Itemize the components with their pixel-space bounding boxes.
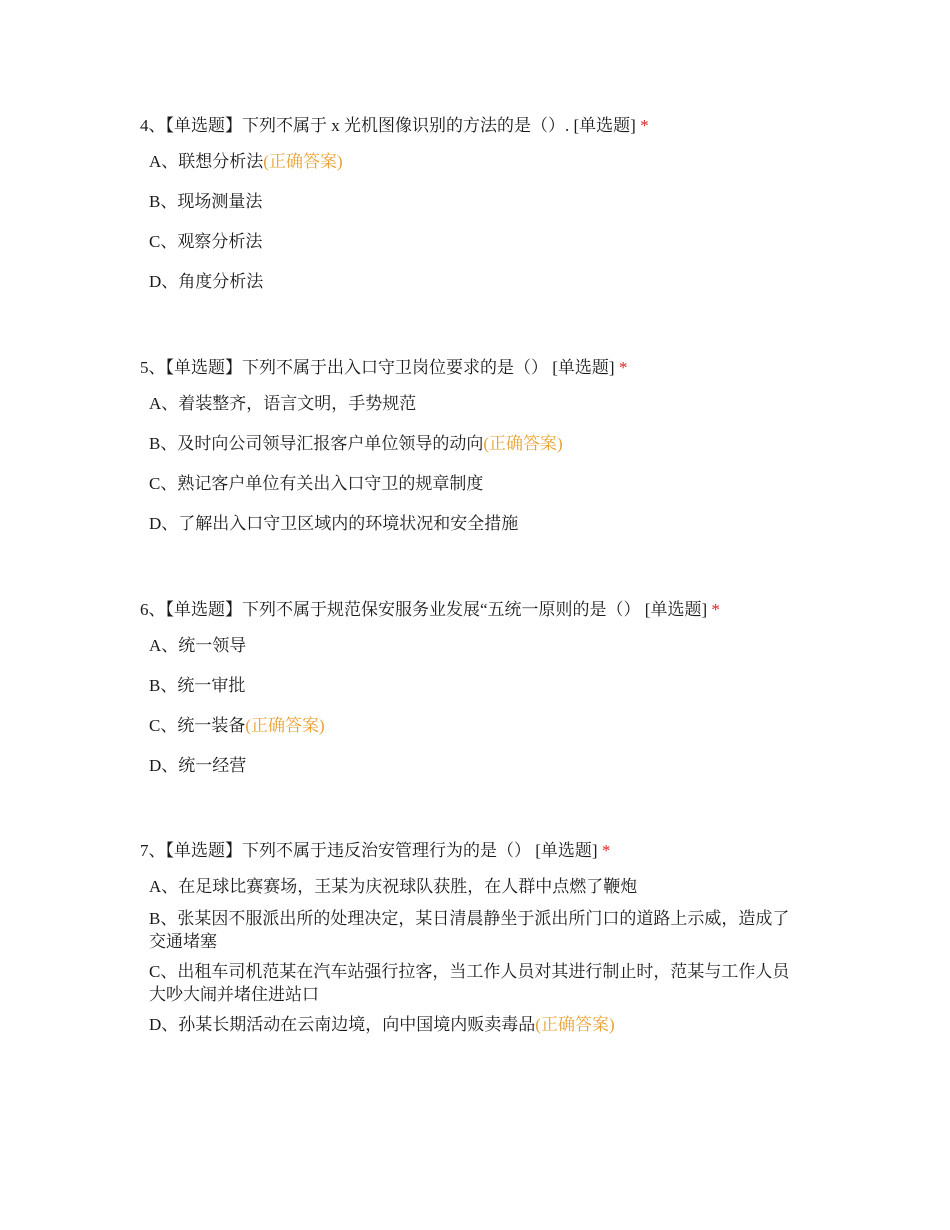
required-star: * <box>601 841 611 860</box>
question-text: 6、【单选题】下列不属于规范保安服务业发展“五统一原则的是（） [单选题] <box>140 600 708 619</box>
correct-answer-label: (正确答案) <box>535 1015 615 1034</box>
option-c[interactable]: C、统一装备(正确答案) <box>149 716 325 735</box>
option-a[interactable]: A、着装整齐，语言文明，手势规范 <box>149 394 417 413</box>
option-b[interactable]: B、及时向公司领导汇报客户单位领导的动向(正确答案) <box>149 434 563 453</box>
question-4 <box>140 114 810 310</box>
option-d[interactable]: D、孙某长期活动在云南边境，向中国境内贩卖毒品(正确答案) <box>149 1015 615 1034</box>
required-star: * <box>640 116 649 135</box>
option-b[interactable]: B、现场测量法 <box>149 192 263 211</box>
question-title <box>140 356 810 380</box>
correct-answer-label: (正确答案) <box>245 716 325 735</box>
correct-answer-label: (正确答案) <box>263 152 343 171</box>
question-text: 7、【单选题】下列不属于违反治安管理行为的是（） [单选题] <box>140 841 598 860</box>
question-7 <box>140 839 810 1043</box>
option-c[interactable]: C、观察分析法 <box>149 232 263 251</box>
question-title <box>140 114 810 138</box>
correct-answer-label: (正确答案) <box>483 434 563 453</box>
option-a[interactable]: A、联想分析法(正确答案) <box>149 152 343 171</box>
option-a[interactable]: A、统一领导 <box>149 636 247 655</box>
option-c[interactable]: C、熟记客户单位有关出入口守卫的规章制度 <box>149 474 484 493</box>
option-b[interactable]: B、统一审批 <box>149 676 246 695</box>
required-star: * <box>711 600 720 619</box>
option-a[interactable]: A、在足球比赛赛场，王某为庆祝球队获胜，在人群中点燃了鞭炮 <box>149 877 638 896</box>
question-title <box>140 839 810 863</box>
option-c[interactable]: C、出租车司机范某在汽车站强行拉客，当工作人员对其进行制止时，范某与工作人员大吵大闹并堵住进站口 <box>149 962 790 1004</box>
question-text: 5、【单选题】下列不属于出入口守卫岗位要求的是（） [单选题] <box>140 358 615 377</box>
option-d[interactable]: D、角度分析法 <box>149 272 264 291</box>
question-text: 4、【单选题】下列不属于 x 光机图像识别的方法的是（）. [单选题] <box>140 116 636 135</box>
option-d[interactable]: D、了解出入口守卫区域内的环境状况和安全措施 <box>149 514 519 533</box>
question-title <box>140 598 810 622</box>
question-6 <box>140 598 810 794</box>
option-b[interactable]: B、张某因不服派出所的处理决定，某日清晨静坐于派出所门口的道路上示威，造成了交通堵塞 <box>149 909 790 951</box>
question-5 <box>140 356 810 552</box>
option-d[interactable]: D、统一经营 <box>149 756 247 775</box>
required-star: * <box>618 358 628 377</box>
